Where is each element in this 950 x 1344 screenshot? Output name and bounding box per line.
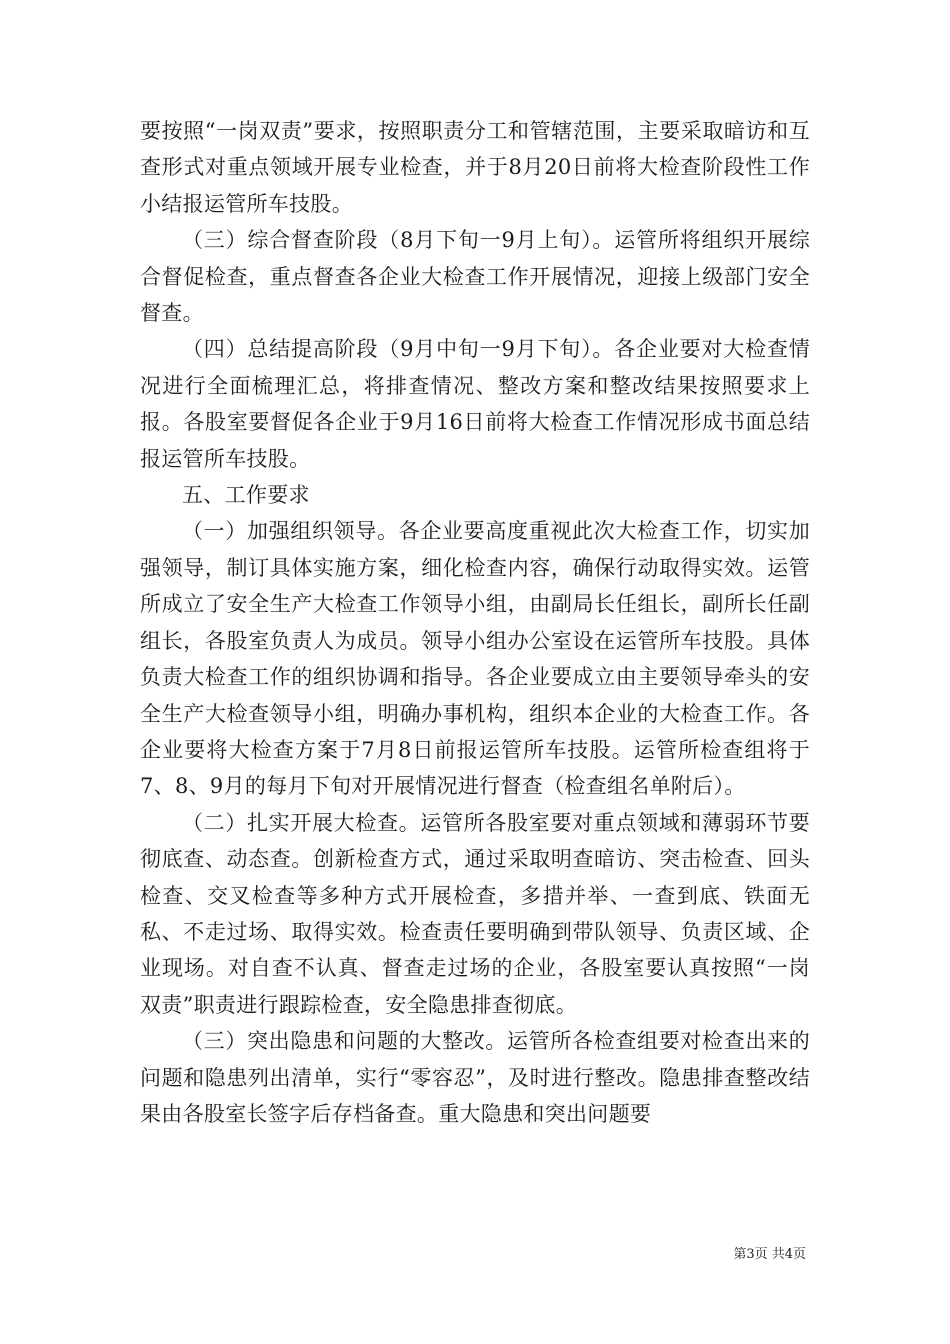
paragraph-carry-out-inspection: （二）扎实开展大检查。运管所各股室要对重点领域和薄弱环节要彻底查、动态查。创新检查方式，通过采取明查暗访、突击检查、回头检查、交叉检查等多种方式开展检查，多措并举、一查到底、铁面无私、不走过场、取得实效。检查责任要明确到带队领导、负责区域、企业现场。对自查不认真、督查走过场的企业，各股室要认真按照“一岗双责”职责进行跟踪检查，安全隐患排查彻底。 xyxy=(140,810,810,1017)
paragraph-rectification: （三）突出隐患和问题的大整改。运管所各检查组要对检查出来的问题和隐患列出清单，实行“零容忍”，及时进行整改。隐患排查整改结果由各股室长签字后存档备查。重大隐患和突出问题要 xyxy=(140,1029,810,1126)
document-body xyxy=(140,113,810,1132)
page-number: 第3页 共4页 xyxy=(733,1247,806,1262)
paragraph-strengthen-leadership: （一）加强组织领导。各企业要高度重视此次大检查工作，切实加强领导，制订具体实施方案，细化检查内容，确保行动取得实效。运管所成立了安全生产大检查工作领导小组，由副局长任组长，副所长任副组长，各股室负责人为成员。领导小组办公室设在运管所车技股。具体负责大检查工作的组织协调和指导。各企业要成立由主要领导牵头的安全生产大检查领导小组，明确办事机构，组织本企业的大检查工作。各企业要将大检查方案于7月8日前报运管所车技股。运管所检查组将于7、8、9月的每月下旬对开展情况进行督查（检查组名单附后）。 xyxy=(140,519,810,799)
section-heading-work-requirements: 五、工作要求 xyxy=(182,483,310,508)
paragraph-continuation: 要按照“一岗双责”要求，按照职责分工和管辖范围，主要采取暗访和互查形式对重点领域开展专业检查，并于8月20日前将大检查阶段性工作小结报运管所车技股。 xyxy=(140,119,810,216)
paragraph-summary-stage: （四）总结提高阶段（9月中旬一9月下旬）。各企业要对大检查情况进行全面梳理汇总，将排查情况、整改方案和整改结果按照要求上报。各股室要督促各企业于9月16日前将大检查工作情况形成书面总结报运管所车技股。 xyxy=(140,337,810,471)
paragraph-comprehensive-supervision: （三）综合督查阶段（8月下旬一9月上旬）。运管所将组织开展综合督促检查，重点督查各企业大检查工作开展情况，迎接上级部门安全督查。 xyxy=(140,228,810,326)
